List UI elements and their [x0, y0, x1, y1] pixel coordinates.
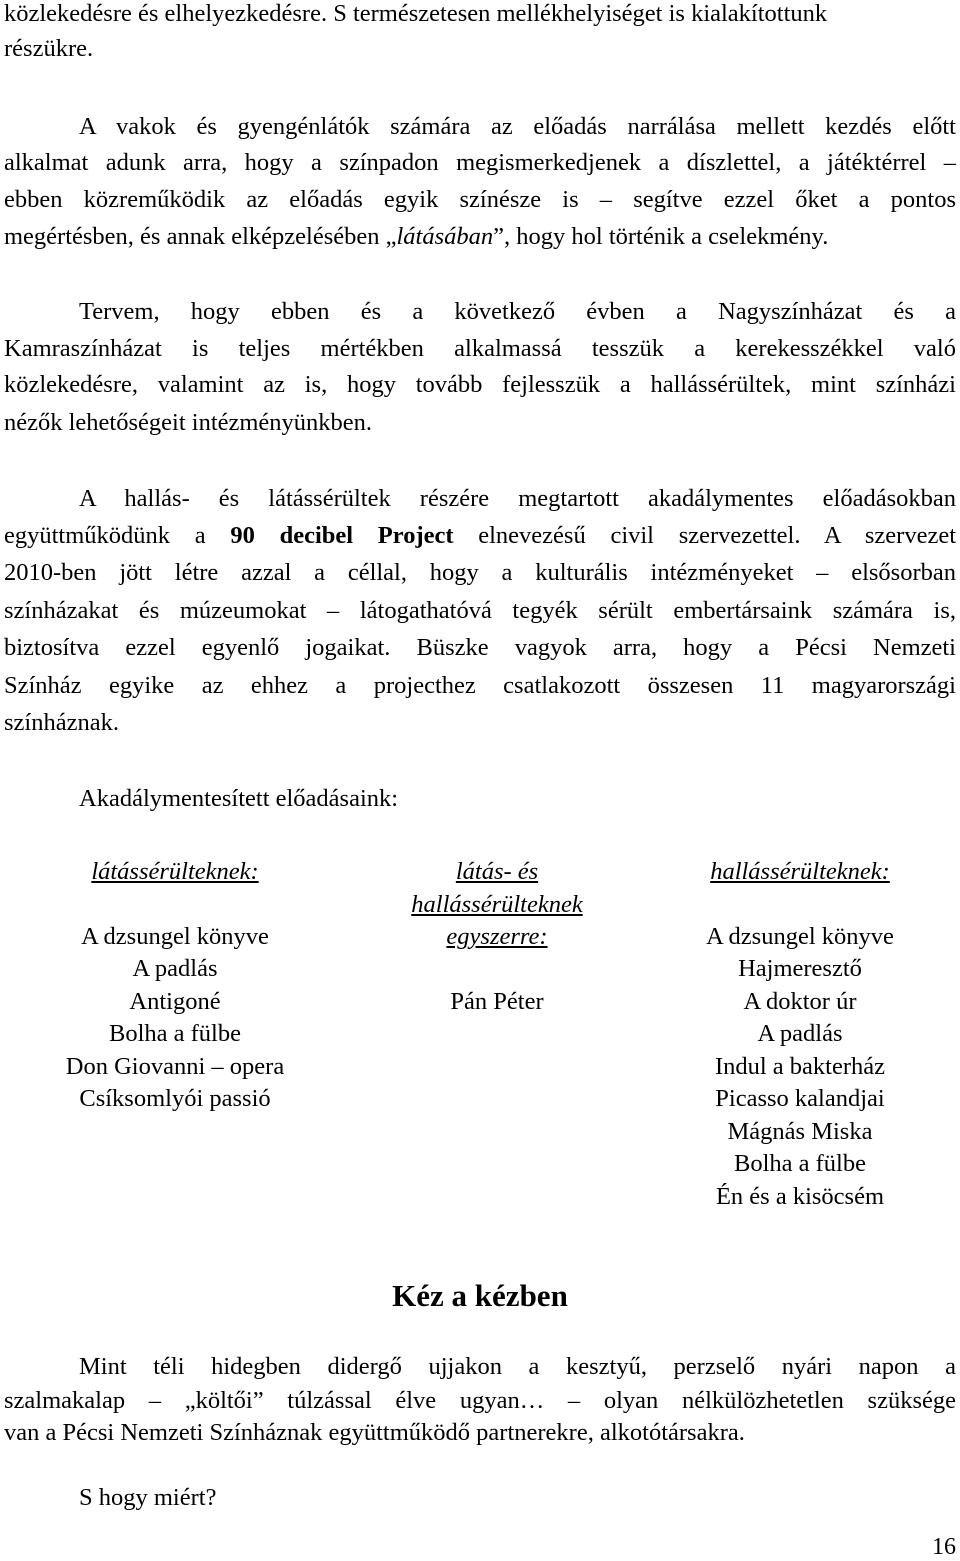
text-line: színháznak. — [4, 709, 119, 736]
text-line: nézők lehetőségeit intézményünkben. — [4, 409, 373, 436]
column-both — [357, 856, 637, 1018]
text-line: részükre. — [4, 35, 94, 62]
text-line — [4, 521, 956, 551]
list-item: Antigoné — [129, 987, 221, 1015]
list-item: A padlás — [757, 1020, 843, 1047]
text-span: megértésben, és annak elképzelésében „ — [4, 223, 397, 250]
list-item: Don Giovanni – opera — [65, 1052, 285, 1080]
page-number: 16 — [932, 1534, 956, 1560]
text-line — [4, 222, 956, 252]
column-heading: hallássérülteknek — [411, 890, 583, 918]
column-hearing — [650, 856, 950, 1213]
list-item: Bolha a fülbe — [109, 1020, 241, 1047]
list-item: Picasso kalandjai — [715, 1085, 885, 1112]
text-line: biztosítva ezzel egyenlő jogaikat. Büszke vagyok arra, hogy a Pécsi Nemzeti — [4, 634, 956, 661]
text-line: Mint téli hidegben didergő ujjakon a kesztyű, perzselő nyári napon a — [79, 1353, 956, 1380]
text-line: közlekedésre, valamint az is, hogy tovább fejlesszük a hallássérültek, mint színházi — [4, 371, 956, 398]
list-item: Bolha a fülbe — [734, 1150, 866, 1177]
text-line: szalmakalap – „költői” túlzással élve ugyan… – olyan nélkülözhetetlen szüksége — [4, 1387, 956, 1414]
text-line: közlekedésre és elhelyezkedésre. S természetesen mellékhelyiséget is kialakítottunk — [4, 0, 828, 27]
text-line: alkalmat adunk arra, hogy a színpadon megismerkedjenek a díszlettel, a játéktérrel – — [4, 149, 956, 176]
text-line: A vakok és gyengénlátók számára az előadás narrálása mellett kezdés előtt — [79, 113, 956, 140]
column-heading: hallássérülteknek: — [710, 858, 890, 885]
text-span: ”, hogy hol történik a cselekmény. — [493, 223, 829, 250]
list-item: Mágnás Miska — [727, 1117, 873, 1145]
list-item: Pán Péter — [450, 987, 544, 1015]
text-line: Színház egyike az ehhez a projecthez csatlakozott összesen 11 magyarországi — [4, 672, 956, 699]
text-line: Tervem, hogy ebben és a következő évben a Nagyszínházat és a — [79, 298, 956, 325]
list-item: Én és a kisöcsém — [715, 1182, 885, 1210]
italic-emphasis: látásában — [396, 223, 494, 250]
column-heading: látássérülteknek: — [91, 858, 259, 885]
text-line: 2010-ben jött létre azzal a céllal, hogy a kulturális intézményeket – elsősorban — [4, 559, 956, 586]
column-heading: látás- és — [455, 858, 539, 885]
text-span: együttműködünk a — [4, 522, 231, 549]
text-line: színházakat és múzeumokat – látogathatóvá tegyék sérült embertársaink számára is, — [4, 597, 956, 624]
column-heading: egyszerre: — [446, 923, 548, 950]
text-line: ebben közreműködik az előadás egyik színésze is – segítve ezzel őket a pontos — [4, 186, 956, 213]
text-span: elnevezésű civil szervezettel. A szervezet — [453, 522, 957, 549]
list-item: A doktor úr — [743, 987, 857, 1015]
list-intro: Akadálymentesített előadásaink: — [79, 785, 399, 812]
list-item: A padlás — [132, 955, 218, 982]
question-line: S hogy miért? — [79, 1484, 217, 1511]
project-name: 90 decibel Project — [230, 522, 454, 549]
text-line: A hallás- és látássérültek részére megtartott akadálymentes előadásokban — [79, 485, 956, 512]
list-item: Indul a bakterház — [714, 1052, 886, 1080]
list-item: A dzsungel könyve — [81, 922, 269, 950]
list-item: A dzsungel könyve — [706, 922, 894, 950]
text-line: van a Pécsi Nemzeti Színháznak együttműködő partnerekre, alkotótársakra. — [4, 1419, 745, 1446]
text-line: Kamraszínházat is teljes mértékben alkalmassá tesszük a kerekesszékkel való — [4, 335, 956, 362]
list-item: Csíksomlyói passió — [79, 1085, 271, 1112]
column-visual — [0, 856, 350, 1116]
list-item: Hajmeresztő — [738, 955, 862, 982]
section-title: Kéz a kézben — [392, 1278, 568, 1313]
